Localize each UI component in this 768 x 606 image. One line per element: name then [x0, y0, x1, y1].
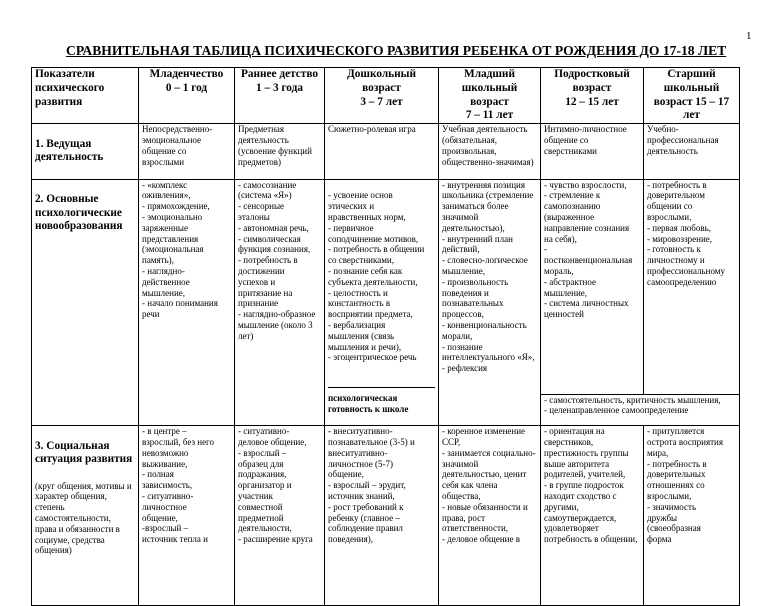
header-primary-school: Младший школьный возраст 7 – 11 лет: [439, 68, 541, 124]
cell-senior-school: Учебно- профессиональная деятельность: [644, 124, 740, 179]
row-label-social-situation: [32, 426, 139, 606]
preschool-neoformations: - усвоение основ этических и нравственных норм, - первичное соподчинение мотивов, - потребность в общении со сверстниками, - познание себя как субъекта деятельности, - целостность и константность в восприятии предмета, - вербализация мышления (связь мышления и речи), - эгоцентрическое речь: [328, 190, 425, 363]
row-neoformations: [32, 179, 740, 394]
cell-primary-school: - внутренняя позиция школьника (стремление заниматься более значимой деятельностью), - внутренний план действий, - словесно-логическое мышление, - произвольность поведения и познавательных процессов, - конвенциональность морали, - познание интеллектуального «Я», - рефлексия: [439, 179, 541, 426]
cell-infancy: Непосредственно- эмоциональное общение со взрослыми: [139, 124, 235, 179]
cell-preschool: [325, 179, 439, 426]
comparison-table: [31, 67, 740, 606]
cell-preschool: Сюжетно-ролевая игра: [325, 124, 439, 179]
header-indicators: Показатели психического развития: [32, 68, 139, 124]
cell-adolescence: - чувство взрослости, - стремление к самопознанию (выраженное направление сознания на себя), - постконвенциональная мораль, - абстрактное мышление, - система личностных ценностей: [541, 179, 644, 394]
row-social-situation: [32, 426, 740, 606]
header-infancy: Младенчество 0 – 1 год: [139, 68, 235, 124]
row-label-neoformations: [32, 179, 139, 426]
header-row: [32, 68, 740, 124]
header-senior-school: Старший школьный возраст 15 – 17 лет: [644, 68, 740, 124]
header-early-childhood: Раннее детство 1 – 3 года: [235, 68, 325, 124]
cell-adolescence: - ориентация на сверстников, престижность группы выше авторитета родителей, учителей, - в группе подросток находит сходство с другими, самоутверждается, удовлетворяет потребность в общении,: [541, 426, 644, 606]
header-adolescence: Подростковый возраст 12 – 15 лет: [541, 68, 644, 124]
cell-preschool: - внеситуативно- познавательное (3-5) и внеситуативно- личностное (5-7) общение, - взрослый – эрудит, источник знаний, - рост требований к ребенку (главное – соблюдение правил поведения),: [325, 426, 439, 606]
row-label-note: (круг общения, мотивы и характер общения, степень самостоятельности, права и обязанности в социуме, средства общения): [35, 480, 132, 556]
cell-primary-school: Учебная деятельность (обязательная, произвольная, общественно-значимая): [439, 124, 541, 179]
page-number: 1: [746, 30, 752, 42]
row-label: 2. Основные психологические новообразования: [35, 193, 123, 233]
row-label-leading-activity: [32, 124, 139, 179]
cell-infancy: - в центре – взрослый, без него невозможно выживание, - полная зависимость, - ситуативно- личностное общение, -взрослый – источник тепла и: [139, 426, 235, 606]
document-title: СРАВНИТЕЛЬНАЯ ТАБЛИЦА ПСИХИЧЕСКОГО РАЗВИТИЯ РЕБЕНКА ОТ РОЖДЕНИЯ ДО 17-18 ЛЕТ: [66, 43, 727, 58]
row-leading-activity: [32, 124, 740, 179]
cell-primary-school: - коренное изменение ССР, - занимается социально- значимой деятельностью, ценит себя как члена общества, - новые обязанности и права, рост ответственности, - деловое общение в: [439, 426, 541, 606]
cell-adolescence: Интимно-личностное общение со сверстниками: [541, 124, 644, 179]
header-preschool: Дошкольный возраст 3 – 7 лет: [325, 68, 439, 124]
cell-senior-school: - притупляется острота восприятия мира, - потребность в доверительных отношениях со взрослыми, - значимость дружбы (своеобразная форма: [644, 426, 740, 606]
cell-early-childhood: - ситуативно- деловое общение, - взрослый – образец для подражания, организатор и участник совместной предметной деятельности, - расширение круга: [235, 426, 325, 606]
cell-early-childhood: - самосознание (система «Я») - сенсорные эталоны - автономная речь, - символическая функция сознания, - потребность в достижении успехов и притязание на признание - наглядно-образное мышление (около 3 лет): [235, 179, 325, 426]
cell-infancy: - «комплекс оживления», - прямохождение, - эмоционально заряженные представления (эмоциональная память), - наглядно- действенное мышление, - начало понимания речи: [139, 179, 235, 426]
cell-senior-school: - потребность в доверительном общении со взрослыми, - первая любовь, - мировоззрение, - готовность к личностному и профессиональному самоопределению: [644, 179, 740, 394]
cell-early-childhood: Предметная деятельность (усвоение функций предметов): [235, 124, 325, 179]
row-label: 1. Ведущая деятельность: [35, 137, 104, 164]
row-label: 3. Социальная ситуация развития: [35, 439, 133, 466]
merged-adolescence-senior-note: - самостоятельность, критичность мышления, - целенаправленное самоопределение: [541, 394, 740, 426]
school-readiness-note: психологическая готовность к школе: [328, 387, 435, 415]
